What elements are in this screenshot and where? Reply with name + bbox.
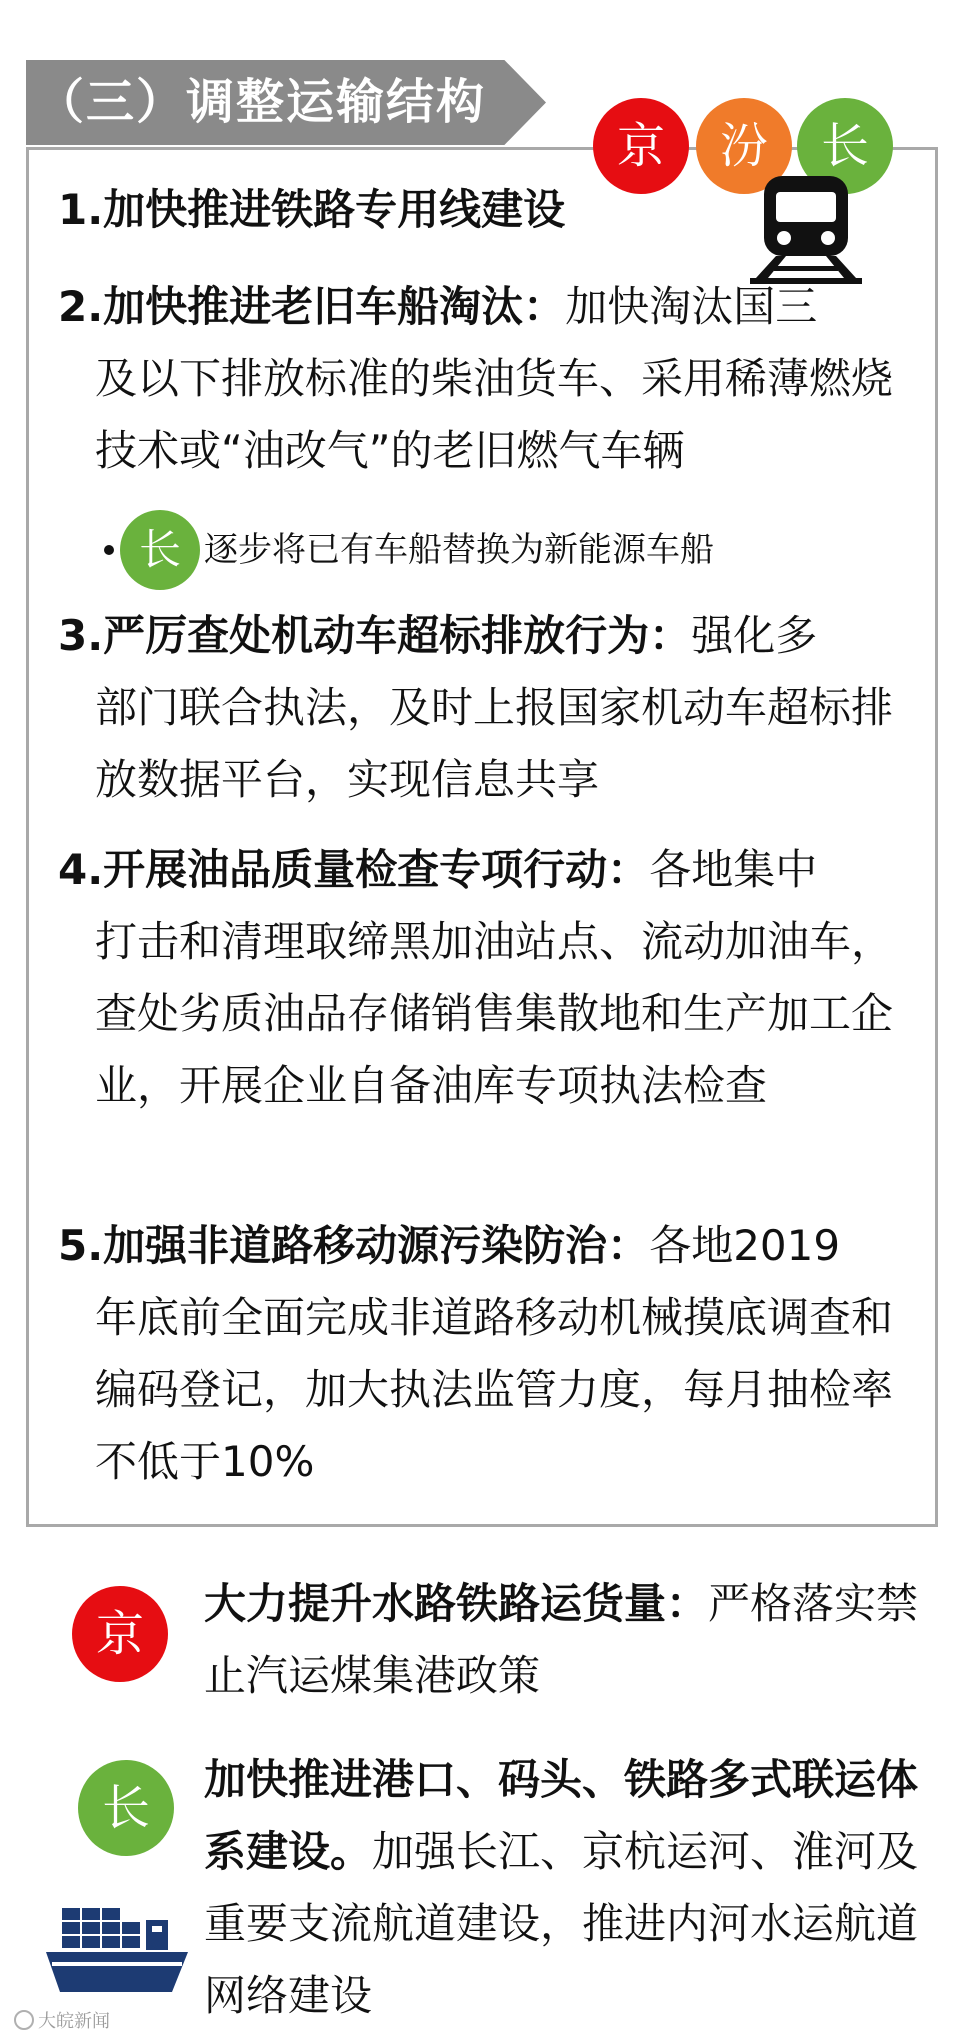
sub-item-text: 逐步将已有车船替换为新能源车船 bbox=[204, 530, 714, 570]
item-3-body: 部门联合执法，及时上报国家机动车超标排放数据平台，实现信息共享 bbox=[95, 683, 894, 804]
badge-chang: 长 bbox=[797, 98, 893, 194]
watermark-icon bbox=[14, 2010, 34, 2030]
page-title: （三）调整运输结构 bbox=[36, 74, 487, 130]
item-5-first: 各地2019 bbox=[649, 1221, 841, 1270]
item-4-lead: 4.开展油品质量检查专项行动： bbox=[58, 845, 650, 894]
bottom-badge-jing: 京 bbox=[72, 1586, 168, 1682]
watermark-text: 大皖新闻 bbox=[38, 2011, 110, 2032]
bottom-item-1-text: 严格落实禁止汽运煤集港政策 bbox=[204, 1579, 919, 1700]
badge-jing: 京 bbox=[593, 98, 689, 194]
item-3-first: 强化多 bbox=[691, 611, 818, 660]
cargo-ship-icon bbox=[42, 1900, 192, 2000]
item-2-body: 及以下排放标准的柴油货车、采用稀薄燃烧技术或“油改气”的老旧燃气车辆 bbox=[95, 354, 894, 475]
item-2-lead: 2.加快推进老旧车船淘汰： bbox=[58, 282, 566, 331]
item-4-first: 各地集中 bbox=[649, 845, 818, 894]
bottom-item-2-lead: 加快推进港口、码头、铁路多式联运体系建设。 bbox=[204, 1755, 919, 1876]
bottom-item-1-lead: 大力提升水路铁路运货量： bbox=[204, 1579, 709, 1628]
item-5 bbox=[58, 1210, 934, 1498]
badge-fen: 汾 bbox=[696, 98, 792, 194]
item-4 bbox=[58, 834, 934, 1122]
bottom-badge-chang: 长 bbox=[78, 1760, 174, 1856]
sub-item bbox=[104, 510, 714, 590]
item-1 bbox=[58, 174, 934, 246]
bullet-dot bbox=[104, 545, 114, 555]
bottom-item-1 bbox=[204, 1568, 934, 1712]
bottom-item-2 bbox=[204, 1744, 934, 2032]
item-5-body: 年底前全面完成非道路移动机械摸底调查和编码登记，加大执法监管力度，每月抽检率不低于10% bbox=[95, 1293, 894, 1486]
item-5-lead: 5.加强非道路移动源污染防治： bbox=[58, 1221, 650, 1270]
watermark bbox=[14, 2007, 110, 2033]
item-3-lead: 3.严厉查处机动车超标排放行为： bbox=[58, 611, 692, 660]
sub-item-badge: 长 bbox=[120, 510, 200, 590]
item-2-first: 加快淘汰国三 bbox=[565, 282, 818, 331]
item-1-lead: 1.加快推进铁路专用线建设 bbox=[58, 185, 566, 234]
bottom-item-2-text: 加强长江、京杭运河、淮河及重要支流航道建设，推进内河水运航道网络建设 bbox=[204, 1827, 919, 2020]
item-2 bbox=[58, 271, 934, 487]
item-3 bbox=[58, 600, 934, 816]
item-4-body: 打击和清理取缔黑加油站点、流动加油车，查处劣质油品存储销售集散地和生产加工企业，开展企业自备油库专项执法检查 bbox=[95, 917, 894, 1110]
